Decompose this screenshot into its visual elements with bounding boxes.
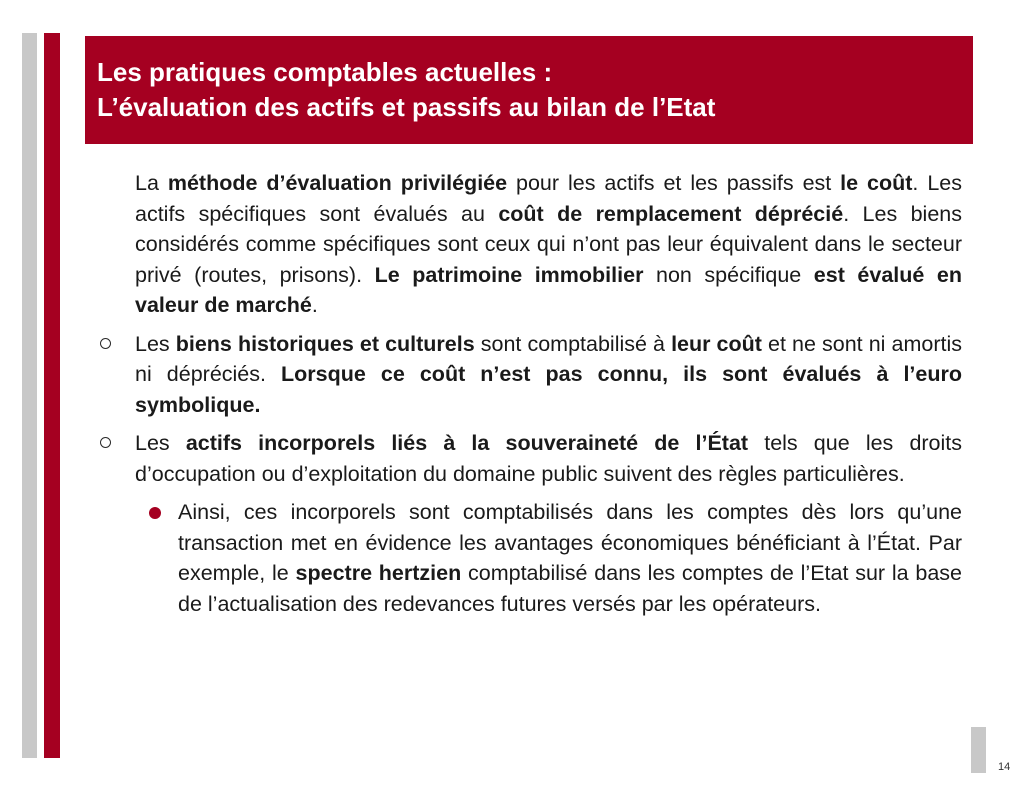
bold-run: méthode d’évaluation privilégiée xyxy=(167,171,508,195)
bullet-item-intangible-assets xyxy=(100,428,962,489)
title-line-1: Les pratiques comptables actuelles : xyxy=(97,57,553,87)
text-run: . Les biens considérés comme spécifiques sont ceux qui n’ont pas leur équivalent dans le secteur privé (routes, prisons). xyxy=(135,201,962,287)
title-banner xyxy=(85,36,973,144)
text-run: Ainsi, ces incorporels sont comptabilisés dans les comptes dès lors qu’une transaction met en évidence les avantages économiques bénéficiant à l’État. Par exemple, le xyxy=(178,500,962,585)
intro-paragraph xyxy=(100,168,962,321)
bold-run: est évalué en valeur de marché xyxy=(135,262,963,317)
hollow-circle-bullet-icon xyxy=(100,338,111,349)
hollow-circle-bullet-icon xyxy=(100,437,111,448)
left-gray-bar xyxy=(22,33,37,758)
text-run: Les xyxy=(135,331,176,356)
red-dot-bullet-icon xyxy=(149,507,161,519)
bold-run: spectre hertzien xyxy=(295,561,462,585)
bottom-gray-bar xyxy=(971,727,986,773)
bold-run: Le patrimoine immobilier xyxy=(374,262,644,287)
text-run: et ne sont ni amortis ni dépréciés. xyxy=(135,331,962,386)
title-line-2: L’évaluation des actifs et passifs au bilan de l’Etat xyxy=(97,92,716,122)
bold-run: Lorsque ce coût n’est pas connu, ils sont évalués à l’euro symbolique. xyxy=(135,362,962,417)
text-run: . xyxy=(311,293,318,317)
bold-run: leur coût xyxy=(671,331,762,356)
sub-bullet-item-spectrum xyxy=(100,497,962,619)
bold-run: le coût xyxy=(840,171,913,195)
text-run: comptabilisé dans les comptes de l’Etat sur la base de l’actualisation des redevances futures versés par les opérateurs. xyxy=(178,561,962,616)
text-run: non spécifique xyxy=(643,262,814,287)
text-run: . Les actifs spécifiques sont évalués au xyxy=(135,171,962,226)
slide-body xyxy=(100,168,962,627)
text-run: Les xyxy=(135,431,186,455)
bullet-item-historic-assets xyxy=(100,329,962,421)
page-number: 14 xyxy=(998,761,1011,773)
bold-run: biens historiques et culturels xyxy=(175,331,475,356)
left-red-bar xyxy=(44,33,60,758)
text-run: La xyxy=(135,171,168,195)
bold-run: actifs incorporels liés à la souveraineté de l’État xyxy=(185,431,749,455)
bold-run: coût de remplacement déprécié xyxy=(498,201,844,226)
text-run: pour les actifs et les passifs est xyxy=(507,171,841,195)
text-run: sont comptabilisé à xyxy=(474,331,672,356)
text-run: tels que les droits d’occupation ou d’exploitation du domaine public suivent des règles particulières. xyxy=(135,431,963,486)
